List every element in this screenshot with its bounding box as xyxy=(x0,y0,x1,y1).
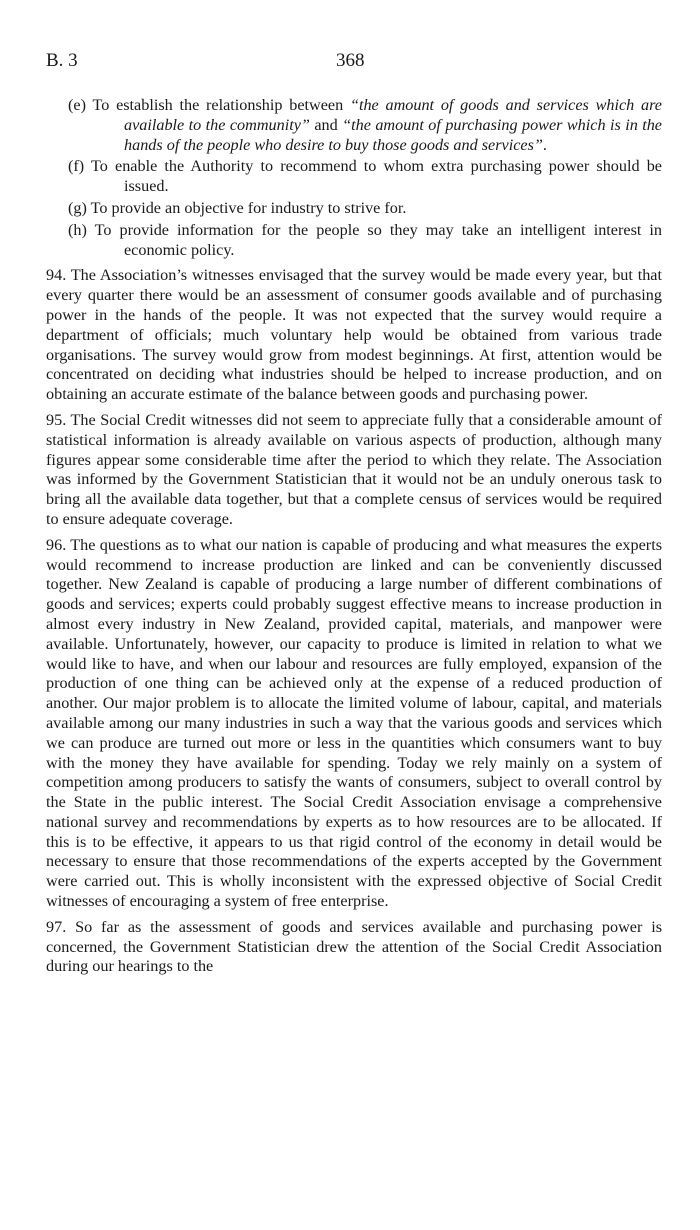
item-label: (f) xyxy=(68,157,85,176)
paragraph-number: 97. xyxy=(46,917,67,936)
item-label: (e) xyxy=(68,96,86,114)
quoted-phrase: “the amount of purchasing power which is in the hands of the people who desire to buy those goods and services” xyxy=(124,115,662,154)
page-body xyxy=(46,96,662,977)
paragraph-text: The Association’s witnesses envisaged that the survey would be made every year, but that every quarter there would be an assessment of consumer goods available and of purchasing power in the hands of the people. It was not expected that the survey would require a department of officials; much voluntary help would be obtained from various trade organisations. The survey would grow from modest beginnings. At first, attention would be concentrated on deciding what industries should be helped to increase production, and on obtaining an accurate estimate of the balance between goods and purchasing power. xyxy=(46,266,662,404)
paragraph xyxy=(46,536,662,912)
item-label: (g) xyxy=(68,198,87,217)
list-item: (e) To establish the relationship between “the amount of goods and services which are available to the community” and “the amount of purchasing power which is in the hands of the people who desire to buy those goods and services”. xyxy=(68,96,662,154)
item-text: To enable the Authority to recommend to whom extra purchasing power should be issued. xyxy=(91,157,662,196)
paragraph-number: 95. xyxy=(46,410,67,429)
paragraph-number: 94. xyxy=(46,266,67,285)
paragraph-text: The questions as to what our nation is capable of producing and what measures the experts would recommend to increase production are linked and can be conveniently discussed together. New Zealand is capable of producing a large number of different combinations of goods and services; experts could probably suggest effective means to increase production in almost every industry in New Zealand, provided capital, materials, and manpower were available. Unfortunately, however, our capacity to produce is limited in relation to what we would like to have, and when our labour and resources are fully employed, expansion of the production of one thing can be achieved only at the expense of a reduced production of another. Our major problem is to allocate the limited volume of labour, capital, and materials available among our many industries in such a way that the various goods and services which we can produce are turned out more or less in the quantities which consumers want to buy with the money they have available for spending. Today we rely mainly on a system of competition among producers to satisfy the wants of consumers, subject to overall control by the State in the public interest. The Social Credit Association envisage a comprehensive national survey and recommendations by experts as to how resources are to be allocated. If this is to be effective, it appears to us that rigid control of the economy in detail would be necessary to ensure that those recommendations of the experts accepted by the Government were carried out. This is wholly inconsistent with the expressed objective of Social Credit witnesses of encouraging a system of free enterprise. xyxy=(46,535,662,911)
list-item xyxy=(46,199,662,219)
item-text: To provide an objective for industry to strive for. xyxy=(90,198,407,217)
page-header xyxy=(46,50,660,80)
document-reference: B. 3 xyxy=(46,50,78,71)
paragraph-number: 96. xyxy=(46,535,67,554)
paragraph xyxy=(46,266,662,405)
item-label: (h) xyxy=(68,220,87,239)
quoted-phrase: “the amount of goods and services which are available to the community” xyxy=(124,96,662,134)
list-item xyxy=(46,221,662,261)
paragraph-text: The Social Credit witnesses did not seem to appreciate fully that a considerable amount of statistical information is already available on various aspects of production, although many figures appear some considerable time after the period to which they relate. The Association was informed by the Government Statistician that it would not be an unduly onerous task to bring all the available data together, but that a complete census of services would be required to ensure adequate coverage. xyxy=(46,410,662,528)
page-number: 368 xyxy=(336,50,365,71)
paragraph xyxy=(46,411,662,530)
paragraph-text: So far as the assessment of goods and services available and purchasing power is concerned, the Government Statistician drew the attention of the Social Credit Association during our hearings to the xyxy=(46,917,662,976)
paragraph xyxy=(46,918,662,977)
list-item xyxy=(46,157,662,197)
item-text: To provide information for the people so they may take an intelligent interest in economic policy. xyxy=(94,220,663,259)
